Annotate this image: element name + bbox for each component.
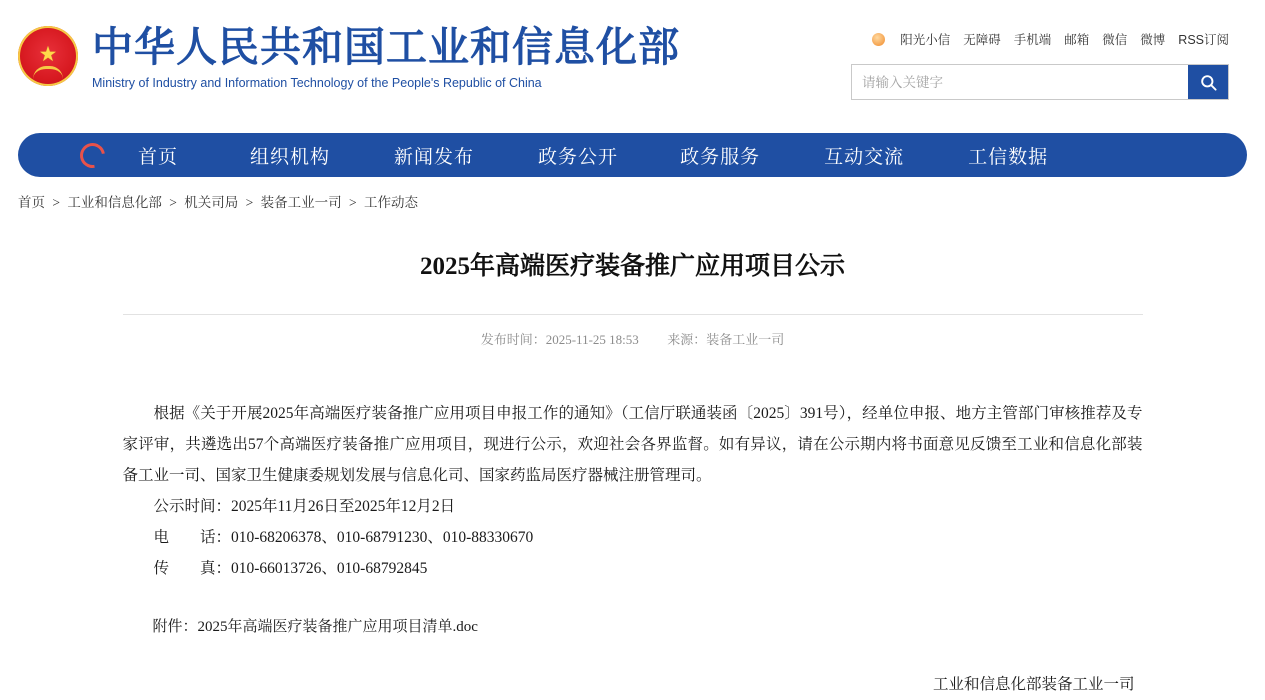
article-body bbox=[123, 398, 1143, 700]
top-link-weibo[interactable]: 微博 bbox=[1140, 33, 1166, 47]
source-value: 装备工业一司 bbox=[706, 332, 785, 347]
breadcrumb-separator: > bbox=[349, 195, 357, 210]
nav-item-organization[interactable]: 组织机构 bbox=[250, 146, 331, 168]
article bbox=[123, 249, 1143, 700]
nav-item-government-services[interactable]: 政务服务 bbox=[680, 146, 761, 168]
search-button[interactable] bbox=[1188, 65, 1228, 99]
top-link-mail[interactable]: 邮箱 bbox=[1064, 33, 1090, 47]
nav-item-data[interactable]: 工信数据 bbox=[968, 146, 1049, 168]
article-notice-period: 公示时间：2025年11月26日至2025年12月2日 bbox=[153, 498, 456, 515]
publish-time-label: 发布时间： bbox=[480, 332, 546, 347]
search-icon bbox=[1199, 73, 1218, 92]
breadcrumb-item-miit[interactable]: 工业和信息化部 bbox=[67, 195, 162, 210]
breadcrumb-item-departments[interactable]: 机关司局 bbox=[184, 195, 239, 210]
breadcrumb bbox=[18, 191, 1265, 211]
top-link-sunshine[interactable]: 阳光小信 bbox=[900, 33, 951, 47]
nav-item-government-affairs-disclosure[interactable]: 政务公开 bbox=[538, 146, 619, 168]
top-links bbox=[872, 30, 1229, 48]
breadcrumb-item-work-updates[interactable]: 工作动态 bbox=[364, 195, 418, 210]
page-title: 2025年高端医疗装备推广应用项目公示 bbox=[419, 253, 845, 280]
article-contact-fax: 传 真：010-66013726、010-68792845 bbox=[153, 560, 428, 577]
article-signature: 工业和信息化部装备工业一司 bbox=[932, 676, 1135, 693]
breadcrumb-separator: > bbox=[245, 195, 254, 210]
emblem-gear bbox=[33, 66, 63, 79]
national-emblem-icon bbox=[18, 26, 78, 86]
article-contact-phone: 电 话：010-68206378、010-68791230、010-88330670 bbox=[153, 529, 534, 546]
search-input[interactable] bbox=[852, 65, 1188, 99]
site-title-en: Ministry of Industry and Information Technology of the People's Republic of China bbox=[92, 76, 542, 91]
site-logo[interactable] bbox=[18, 24, 680, 90]
source-label: 来源： bbox=[667, 332, 707, 347]
sun-icon bbox=[872, 33, 885, 46]
nav-item-news[interactable]: 新闻发布 bbox=[394, 146, 475, 168]
emblem-star: ★ bbox=[39, 44, 57, 64]
top-link-rss[interactable]: RSS订阅 bbox=[1178, 33, 1229, 47]
top-link-mobile[interactable]: 手机端 bbox=[1013, 33, 1052, 47]
article-attachment-link[interactable]: 附件：2025年高端医疗装备推广应用项目清单.doc bbox=[152, 619, 478, 635]
nav-item-home[interactable]: 首页 bbox=[138, 146, 179, 168]
breadcrumb-separator: > bbox=[169, 195, 177, 210]
site-header bbox=[0, 0, 1265, 125]
breadcrumb-item-equipment-industry-1[interactable]: 装备工业一司 bbox=[260, 195, 342, 210]
breadcrumb-separator: > bbox=[52, 195, 60, 210]
top-link-wechat[interactable]: 微信 bbox=[1102, 33, 1128, 47]
publish-time-value: 2025-11-25 18:53 bbox=[545, 332, 639, 347]
breadcrumb-item-home[interactable]: 首页 bbox=[18, 195, 45, 210]
top-link-accessibility[interactable]: 无障碍 bbox=[963, 33, 1001, 47]
article-paragraph-1: 根据《关于开展2025年高端医疗装备推广应用项目申报工作的通知》（工信厅联通装函〔2025〕391号），经单位申报、地方主管部门审核推荐及专家评审，共遴选出57个高端医疗装备推广应用项目，现进行公示，欢迎社会各界监督。如有异议，请在公示期内将书面意见反馈至工业和信息化部装备工业一司、国家卫生健康委规划发展与信息化司、国家药监局医疗器械注册管理司。 bbox=[122, 405, 1143, 484]
article-meta bbox=[123, 315, 1143, 348]
swirl-logo-icon bbox=[72, 143, 112, 168]
nav-item-interaction[interactable]: 互动交流 bbox=[824, 146, 905, 168]
site-title-cn: 中华人民共和国工业和信息化部 bbox=[92, 24, 680, 70]
main-nav bbox=[18, 133, 1247, 177]
search-bar bbox=[851, 64, 1229, 100]
